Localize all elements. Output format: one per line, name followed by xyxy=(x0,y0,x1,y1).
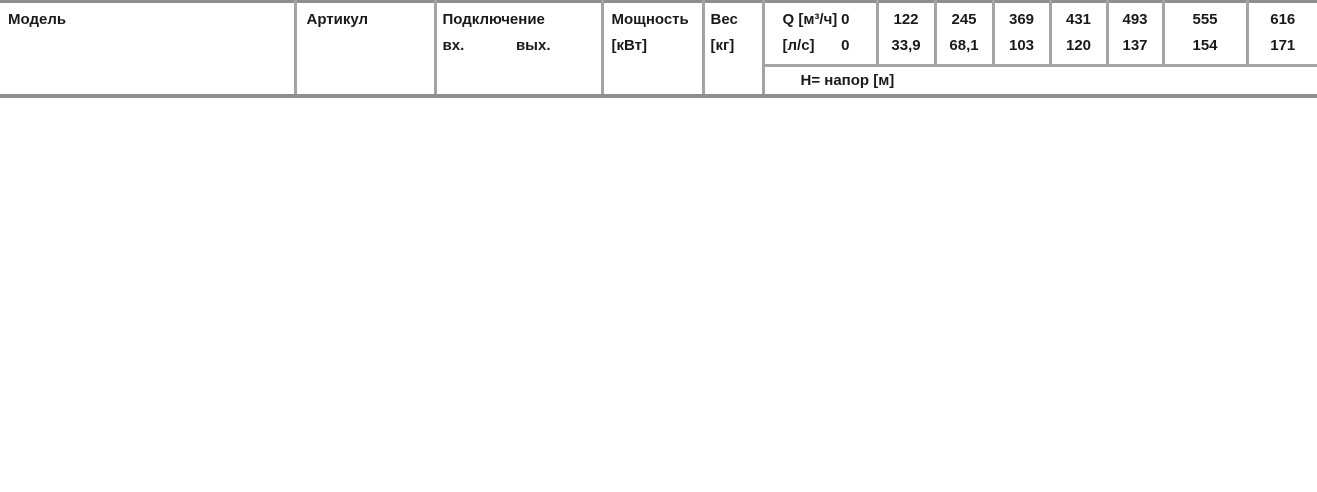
flow-m3h-value: 369 xyxy=(1008,11,1035,28)
flow-m3h-value: 122 xyxy=(893,11,919,28)
flow-ls-value: 154 xyxy=(1192,37,1218,54)
flow-ls-value: 120 xyxy=(1065,37,1092,54)
pump-spec-table xyxy=(0,0,1317,98)
column-header-flow-431 xyxy=(1050,2,1107,66)
flow-ls-first-value: 0 xyxy=(841,37,850,54)
flow-ls-value: 137 xyxy=(1122,37,1148,54)
column-header-model xyxy=(0,2,295,97)
column-header-flow-555 xyxy=(1163,2,1247,66)
flow-m3h-value: 555 xyxy=(1192,11,1218,28)
flow-ls-value: 171 xyxy=(1270,37,1296,54)
column-header-connection-label: Подключение xyxy=(442,11,545,28)
flow-m3h-value: 245 xyxy=(951,11,977,28)
flow-m3h-value: 616 xyxy=(1270,11,1296,28)
column-header-flow-122 xyxy=(877,2,935,66)
outlet-label: вых. xyxy=(515,37,551,54)
column-header-article xyxy=(295,2,435,97)
column-header-weight xyxy=(703,2,763,97)
power-unit-label: [кВт] xyxy=(611,37,647,54)
column-header-model-label: Модель xyxy=(8,11,67,28)
flow-ls-label: [л/с] xyxy=(782,37,815,54)
flow-ls-line xyxy=(765,33,876,59)
column-header-connection xyxy=(435,2,602,97)
flow-m3h-first-value: 0 xyxy=(841,11,850,28)
column-header-flow-245 xyxy=(935,2,993,66)
column-header-flow-0 xyxy=(763,2,877,66)
column-header-article-label: Артикул xyxy=(306,11,369,28)
weight-label: Вес xyxy=(710,11,738,28)
flow-ls-value: 68,1 xyxy=(949,37,979,54)
head-band-header xyxy=(763,66,1317,97)
flow-m3h-label: Q [м³/ч] xyxy=(782,11,838,28)
connection-sublabels xyxy=(443,33,601,59)
column-header-flow-616 xyxy=(1247,2,1317,66)
power-label: Мощность xyxy=(611,11,689,28)
flow-m3h-value: 493 xyxy=(1122,11,1148,28)
inlet-label: вх. xyxy=(442,37,465,54)
flow-m3h-line xyxy=(765,7,876,33)
column-header-power xyxy=(602,2,703,97)
flow-m3h-value: 431 xyxy=(1065,11,1092,28)
table-header xyxy=(0,2,1317,97)
flow-ls-value: 103 xyxy=(1008,37,1035,54)
head-band-label: H= напор [м] xyxy=(800,72,895,89)
column-header-flow-369 xyxy=(993,2,1050,66)
weight-unit-label: [кг] xyxy=(710,37,735,54)
flow-ls-value: 33,9 xyxy=(891,37,921,54)
column-header-flow-493 xyxy=(1107,2,1163,66)
